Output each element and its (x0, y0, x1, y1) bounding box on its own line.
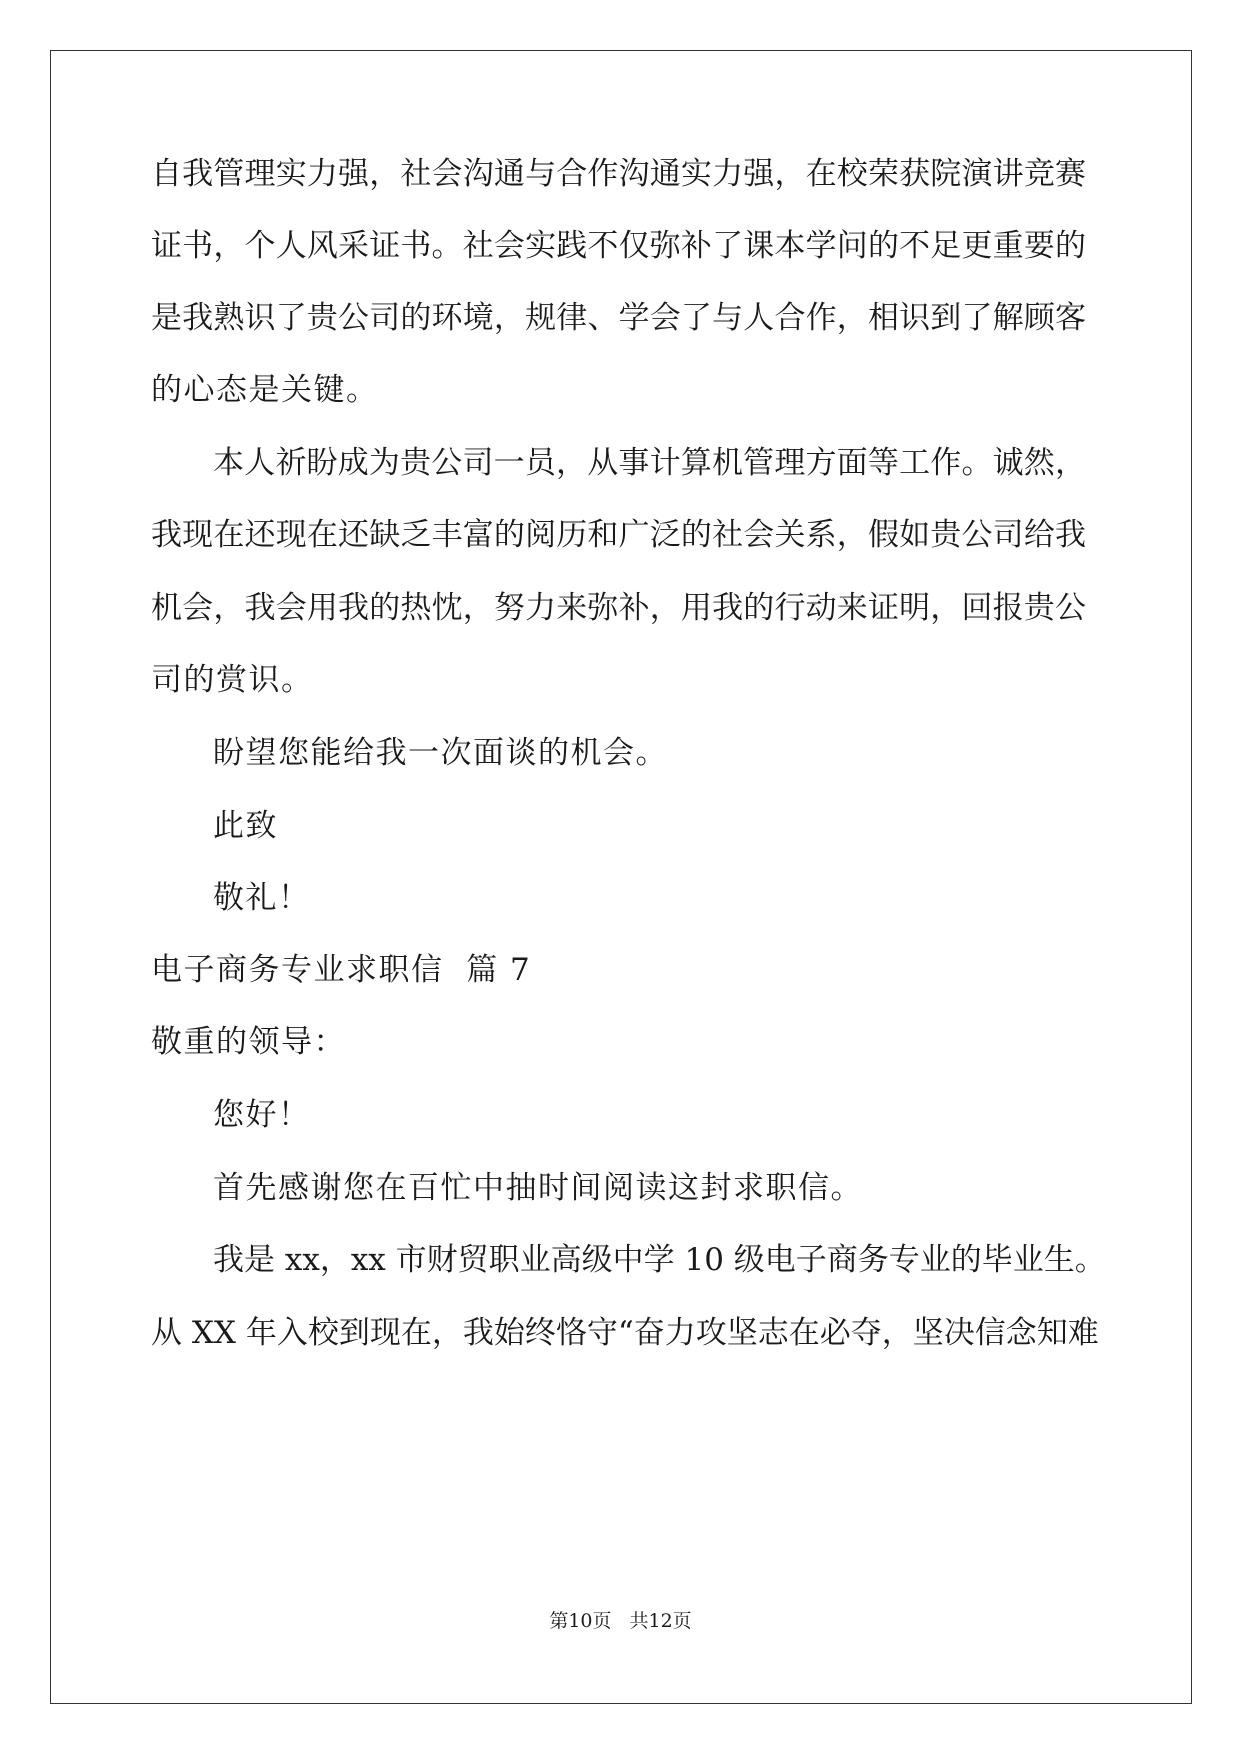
body-text-line: 我现在还现在还缺乏丰富的阅历和广泛的社会关系，假如贵公司给我 (151, 517, 1086, 553)
body-text-line: 是我熟识了贵公司的环境，规律、学会了与人合作，相识到了解顾客 (151, 300, 1086, 336)
body-text-line: 司的赏识。 (151, 662, 314, 698)
body-text-line: 首先感谢您在百忙中抽时间阅读这封求职信。 (213, 1170, 863, 1206)
body-text-line: 证书，个人风采证书。社会实践不仅弥补了课本学问的不足更重要的 (151, 228, 1086, 264)
body-text-line: 机会，我会用我的热忱，努力来弥补，用我的行动来证明，回报贵公 (151, 590, 1086, 626)
body-text-line: 我是 xx，xx 市财贸职业高级中学 10 级电子商务专业的毕业生。 (213, 1242, 1106, 1278)
body-text-line: 本人祈盼成为贵公司一员，从事计算机管理方面等工作。诚然， (213, 445, 1086, 481)
closing-phrase: 此致 (213, 808, 278, 844)
letter-greeting-hello: 您好！ (213, 1097, 311, 1133)
page-footer (0, 1609, 1241, 1633)
body-text-line: 盼望您能给我一次面谈的机会。 (213, 735, 668, 771)
body-text-line: 从 XX 年入校到现在，我始终恪守“奋力攻坚志在必夺，坚决信念知难 (151, 1315, 1099, 1351)
salutation-closing: 敬礼！ (213, 880, 311, 916)
letter-greeting: 敬重的领导： (151, 1024, 346, 1060)
body-text-line: 自我管理实力强，社会沟通与合作沟通实力强，在校荣获院演讲竞赛 (151, 156, 1086, 192)
body-text-line: 的心态是关键。 (151, 372, 379, 408)
page-total: 共12页 (629, 1610, 692, 1632)
section-heading: 电子商务专业求职信 篇 7 (151, 952, 532, 988)
page-number: 第10页 (549, 1610, 612, 1632)
